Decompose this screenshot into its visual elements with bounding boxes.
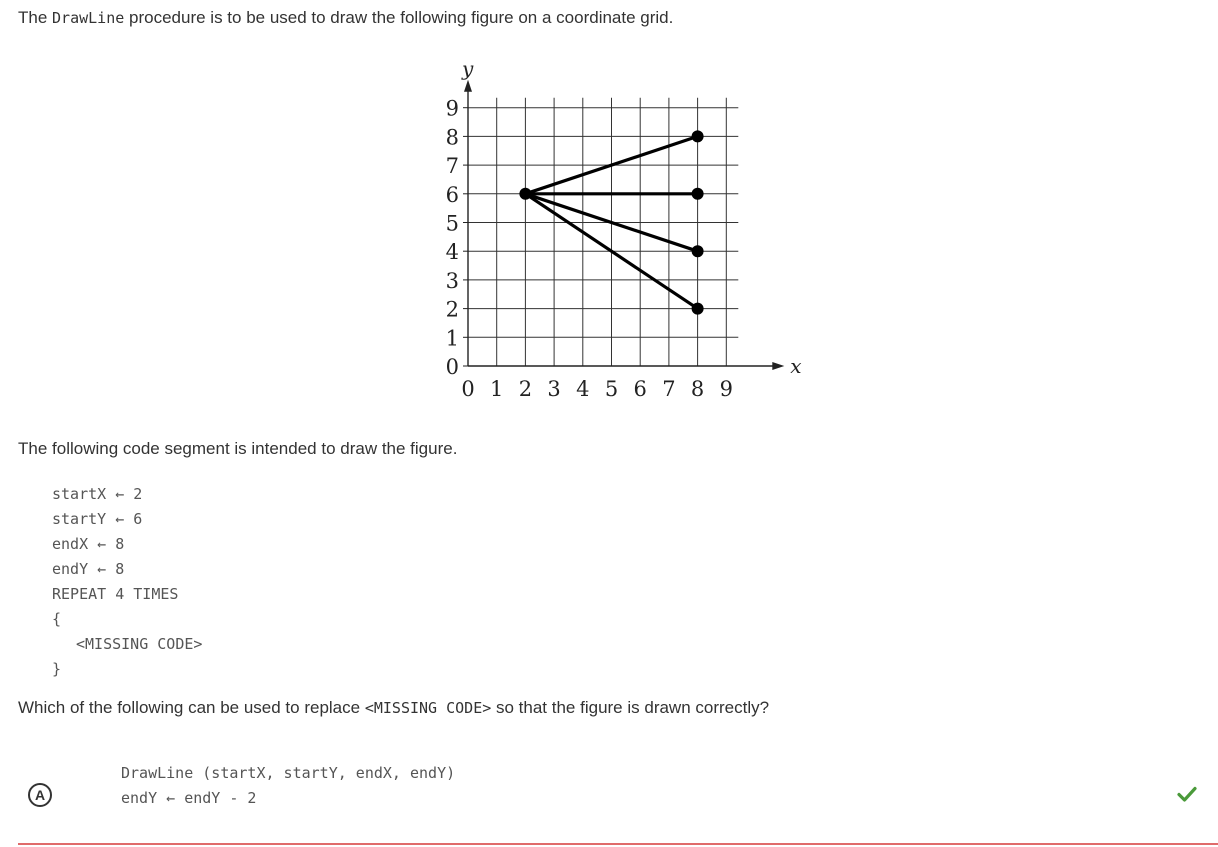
y-tick-label: 6 xyxy=(445,182,459,207)
x-tick-label: 9 xyxy=(719,377,733,401)
code-line: startX ← 2 xyxy=(52,485,143,503)
coordinate-grid-figure xyxy=(420,50,800,410)
code-line: { xyxy=(52,610,62,628)
code-line: startY ← 6 xyxy=(52,510,143,528)
intro-before: The xyxy=(18,8,48,27)
question-intro xyxy=(18,7,673,29)
choice-a-line: endY ← endY - 2 xyxy=(121,789,257,807)
endpoint-dot xyxy=(692,130,704,142)
y-tick-label: 5 xyxy=(445,211,459,236)
x-axis-arrow xyxy=(772,362,784,370)
y-axis-label: y xyxy=(462,56,474,81)
x-tick-label: 1 xyxy=(490,377,504,401)
question-prompt xyxy=(18,697,769,719)
prompt-code: <MISSING CODE> xyxy=(364,699,492,717)
y-tick-label: 9 xyxy=(445,96,459,121)
code-line-missing: <MISSING CODE> xyxy=(76,635,203,653)
x-tick-label: 6 xyxy=(633,377,647,401)
y-tick-label: 0 xyxy=(445,355,459,379)
code-line: REPEAT 4 TIMES xyxy=(52,585,179,603)
choice-a-code[interactable] xyxy=(121,761,455,811)
bottom-divider xyxy=(18,843,1218,845)
code-line: } xyxy=(52,660,62,678)
check-icon xyxy=(1176,783,1198,805)
x-tick-label: 7 xyxy=(662,377,676,401)
code-intro: The following code segment is intended to draw the figure. xyxy=(18,439,458,458)
y-axis-arrow xyxy=(464,80,472,92)
prompt-before: Which of the following can be used to replace xyxy=(18,698,361,717)
procedure-name: DrawLine xyxy=(52,9,125,27)
x-tick-label: 8 xyxy=(690,377,705,401)
code-segment xyxy=(52,482,202,682)
y-tick-label: 7 xyxy=(445,154,459,179)
y-tick-label: 1 xyxy=(445,326,459,351)
intro-after: procedure is to be used to draw the following figure on a coordinate grid. xyxy=(129,8,674,27)
y-tick-label: 8 xyxy=(445,125,459,150)
x-tick-label: 4 xyxy=(576,377,590,401)
y-tick-label: 2 xyxy=(445,297,459,322)
x-axis-label: x xyxy=(790,354,802,378)
endpoint-dot xyxy=(692,303,704,315)
choice-a-line: DrawLine (startX, startY, endX, endY) xyxy=(121,764,456,782)
code-line: endX ← 8 xyxy=(52,535,125,553)
endpoint-dot xyxy=(692,245,704,257)
x-tick-label: 2 xyxy=(518,377,533,401)
x-tick-label: 0 xyxy=(461,377,475,401)
start-point-dot xyxy=(519,188,531,200)
code-line: endY ← 8 xyxy=(52,560,125,578)
choice-a-letter[interactable]: A xyxy=(28,783,52,807)
prompt-after: so that the figure is drawn correctly? xyxy=(496,698,770,717)
y-tick-label: 4 xyxy=(445,240,459,265)
y-tick-label: 3 xyxy=(445,268,459,293)
x-tick-label: 3 xyxy=(547,377,561,401)
x-tick-label: 5 xyxy=(604,377,619,401)
endpoint-dot xyxy=(692,188,704,200)
